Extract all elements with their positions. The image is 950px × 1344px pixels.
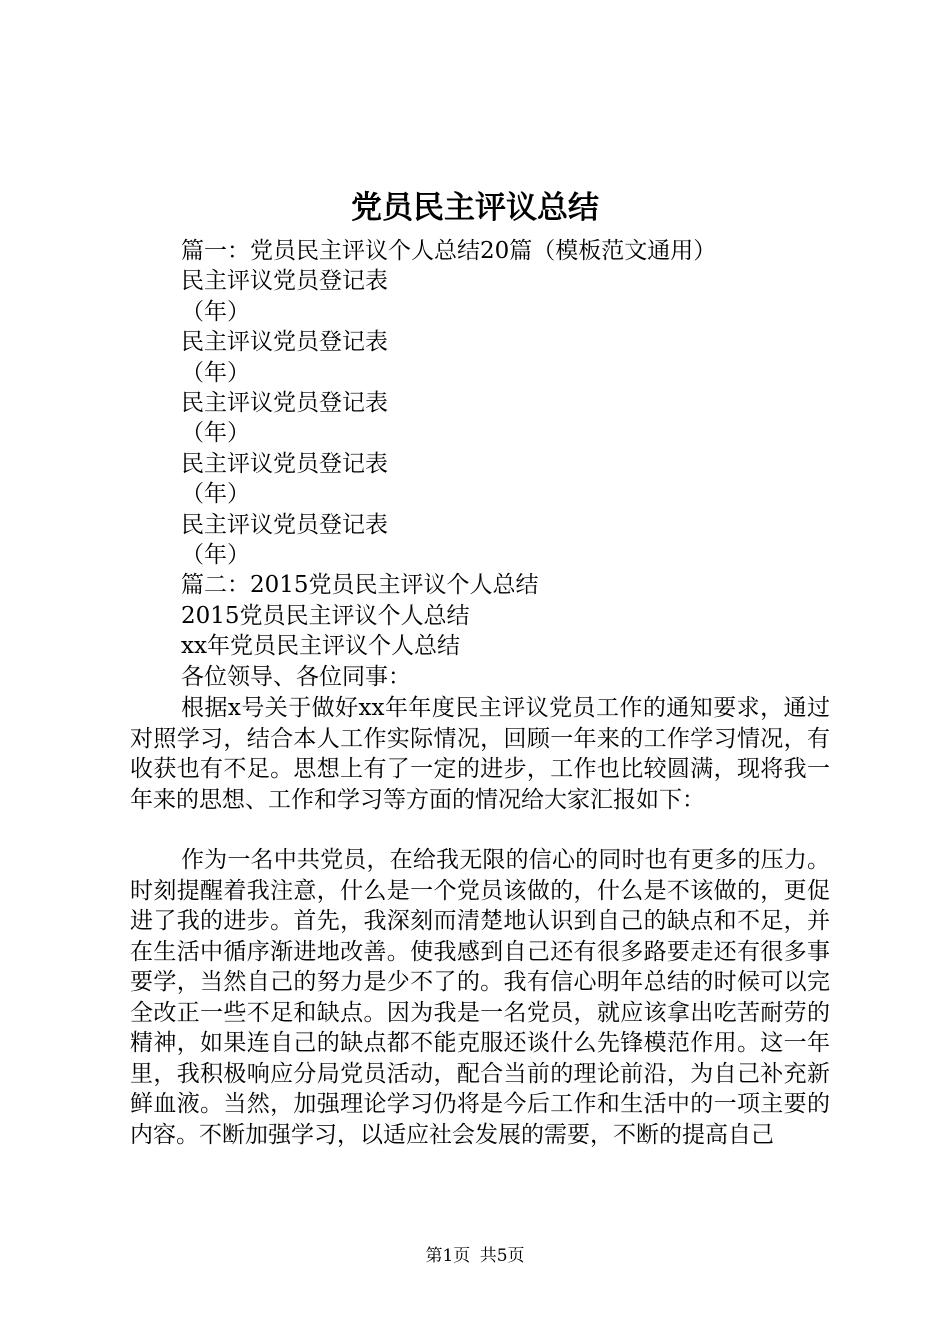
text-line: 篇二：2015党员民主评议个人总结 xyxy=(181,572,539,599)
text-line: 2015党员民主评议个人总结 xyxy=(181,602,470,629)
text-line: 篇一：党员民主评议个人总结20篇（模板范文通用） xyxy=(181,238,717,264)
text-line: （年） xyxy=(181,298,250,325)
text-line: 民主评议党员登记表 xyxy=(181,450,388,477)
text-line: xx年党员民主评议个人总结 xyxy=(181,633,460,660)
text-line: 民主评议党员登记表 xyxy=(181,390,388,417)
body-paragraph-1: 根据x号关于做好xx年年度民主评议党员工作的通知要求，通过对照学习，结合本人工作实际情况，回顾一年来的工作学习情况，有收获也有不足。思想上有了一定的进步，工作也比较圆满，现将我一年来的思想、工作和学习等方面的情况给大家汇报如下： xyxy=(130,695,830,813)
text-line: （年） xyxy=(181,481,250,508)
text-line: 民主评议党员登记表 xyxy=(181,268,388,295)
text-line: （年） xyxy=(181,359,250,386)
page-footer xyxy=(0,1244,950,1268)
text-line: 民主评议党员登记表 xyxy=(181,511,388,538)
text-line: 民主评议党员登记表 xyxy=(181,329,388,356)
document-title: 党员民主评议总结 xyxy=(351,190,599,226)
heading-lines xyxy=(181,236,881,692)
text-line: （年） xyxy=(181,542,250,569)
page-total: 共5页 xyxy=(479,1246,525,1266)
body-paragraph-2: 作为一名中共党员，在给我无限的信心的同时也有更多的压力。时刻提醒着我注意，什么是一个党员该做的，什么是不该做的，更促进了我的进步。首先，我深刻而清楚地认识到自己的缺点和不足，并在生活中循序渐进地改善。使我感到自己还有很多路要走还有很多事要学，当然自己的努力是少不了的。我有信心明年总结的时候可以完全改正一些不足和缺点。因为我是一名党员，就应该拿出吃苦耐劳的精神，如果连自己的缺点都不能克服还谈什么先锋模范作用。这一年里，我积极响应分局党员活动，配合当前的理论前沿，为自己补充新鲜血液。当然，加强理论学习仍将是今后工作和生活中的一项主要的内容。不断加强学习，以适应社会发展的需要，不断的提高自己 xyxy=(130,847,830,1148)
page-number: 第1页 xyxy=(425,1246,471,1266)
text-line: （年） xyxy=(181,420,250,447)
text-line: 各位领导、各位同事： xyxy=(181,663,411,690)
